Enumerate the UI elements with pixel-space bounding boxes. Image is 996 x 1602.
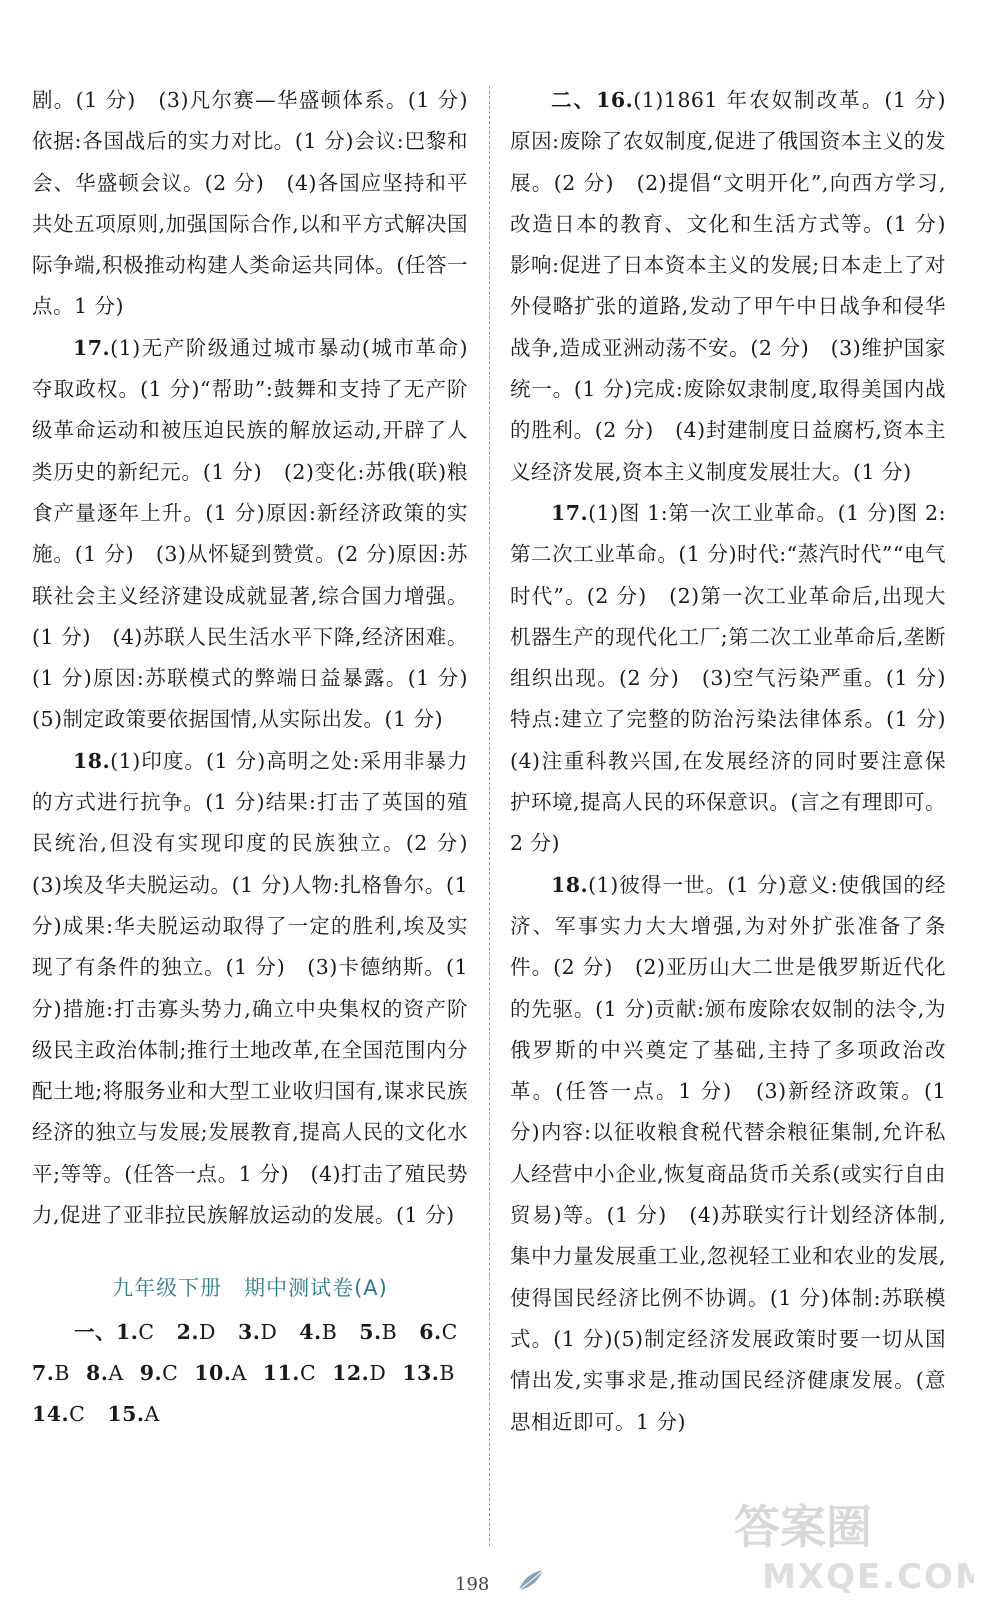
answer-17 [32, 328, 468, 741]
answer-16 [510, 80, 946, 493]
section-prefix: 二、 [551, 88, 597, 112]
mc-item: 5.B [359, 1319, 398, 1344]
answer-18 [32, 741, 489, 1237]
left-column [32, 80, 489, 1436]
watermark-domain: MXQE.COM [762, 1557, 974, 1597]
watermark-text: 答案圈 [734, 1500, 872, 1554]
mc-answers-row-3 [32, 1394, 468, 1435]
mc-item: 15.A [107, 1402, 160, 1427]
question-number: 16. [596, 88, 634, 112]
answer-text: (1)图 1:第一次工业革命。(1 分)图 2:第二次工业革命。(1 分)时代:“蒸汽时代”“电气时代”。(2 分) (2)第一次工业革命后,出现大机器生产的现代化工厂;第二次工业革命后,垄断组织出现。(2 分) (3)空气污染严重。(1 分)特点:建立了完整的防治污染法律体系。(1 分) (4)注重科教兴国,在发展经济的同时要注意保护环境,提高人民的环保意识。(言之有理即可。2 分) [510, 500, 967, 856]
answer-text: (1)1861 年农奴制改革。(1 分)原因:废除了农奴制度,促进了俄国资本主义的发展。(2 分) (2)提倡“文明开化”,向西方学习,改造日本的教育、文化和生活方式等。(1 分)影响:促进了日本资本主义的发展;日本走上了对外侵略扩张的道路,发动了甲午中日战争和侵华战争,造成亚洲动荡不安。(2 分) (3)维护国家统一。(1 分)完成:废除奴隶制度,取得美国内战的胜利。(2 分) (4)封建制度日益腐朽,资本主义经济发展,资本主义制度发展壮大。(1 分) [510, 88, 947, 484]
mc-prefix: 一、 [74, 1319, 116, 1344]
answer-18 [510, 865, 946, 1443]
mc-item: 6.C [419, 1319, 458, 1344]
question-number: 17. [551, 500, 589, 525]
column-divider [489, 86, 490, 1546]
mc-item: 3.D [237, 1319, 278, 1344]
question-number: 18. [73, 748, 111, 773]
answer-text: (1)彼得一世。(1 分)意义:使俄国的经济、军事实力大大增强,为对外扩张准备了条件。(2 分) (2)亚历山大二世是俄罗斯近代化的先驱。(1 分)贡献:颁布废除农奴制的法令,为俄罗斯的中兴奠定了基础,主持了多项政治改革。(任答一点。1 分) (3)新经济政策。(1 分)内容:以征收粮食税代替余粮征集制,允许私人经营中小企业,恢复商品货币关系(或实行自由贸易)等。(1 分) (4)苏联实行计划经济体制,集中力量发展重工业,忽视轻工业和农业的发展,使得国民经济比例不协调。(1 分)体制:苏联模式。(1 分)(5)制定经济发展政策时要一切从国情出发,实事求是,推动国民经济健康发展。(意思相近即可。1 分) [510, 872, 946, 1434]
mc-answers-row-2 [32, 1353, 468, 1394]
mc-item: 4.B [299, 1319, 338, 1344]
mc-item: 14.C [32, 1402, 86, 1427]
leaf-decoration-icon [515, 1568, 545, 1594]
answer-17 [510, 493, 967, 865]
answer-text: (1)印度。(1 分)高明之处:采用非暴力的方式进行抗争。(1 分)结果:打击了英国的殖民统治,但没有实现印度的民族独立。(2 分) (3)埃及华夫脱运动。(1 分)人物:扎格鲁尔。(1 分)成果:华夫脱运动取得了一定的胜利,埃及实现了有条件的独立。(1 分) (3)卡德纳斯。(1 分)措施:打击寡头势力,确立中央集权的资产阶级民主政治体制;推行土地改革,在全国范围内分配土地;将服务业和大型工业收归国有,谋求民族经济的独立与发展;发展教育,提高人民的文化水平;等等。(任答一点。1 分) (4)打击了殖民势力,促进了亚非拉民族解放运动的发展。(1 分) [32, 748, 489, 1228]
right-column [510, 80, 967, 1443]
question-number: 17. [73, 335, 111, 360]
mc-item: 11.C [262, 1360, 317, 1385]
mc-item: 1.C [116, 1319, 155, 1344]
mc-item: 12.D [332, 1360, 387, 1385]
answer-text: (1)无产阶级通过城市暴动(城市革命)夺取政权。(1 分)“帮助”:鼓舞和支持了无产阶级革命运动和被压迫民族的解放运动,开辟了人类历史的新纪元。(1 分) (2)变化:苏俄(联)粮食产量逐年上升。(1 分)原因:新经济政策的实施。(1 分) (3)从怀疑到赞赏。(2 分)原因:苏联社会主义经济建设成就显著,综合国力增强。(1 分) (4)苏联人民生活水平下降,经济困难。(1 分)原因:苏联模式的弊端日益暴露。(1 分)(5)制定政策要依据国情,从实际出发。(1 分) [32, 335, 468, 732]
mc-answers-row-1 [32, 1312, 468, 1353]
mc-item: 2.D [176, 1319, 216, 1344]
section-title: 九年级下册 期中测试卷(A) [112, 1276, 388, 1301]
question-number: 18. [551, 872, 589, 897]
page-number: 198 [455, 1574, 490, 1595]
watermark-icon [724, 1488, 974, 1598]
answer-paragraph-continued: 剧。(1 分) (3)凡尔赛—华盛顿体系。(1 分)依据:各国战后的实力对比。(1 分)会议:巴黎和会、华盛顿会议。(2 分) (4)各国应坚持和平共处五项原则,加强国际合作,以和平方式解决国际争端,积极推动构建人类命运共同体。(任答一点。1 分) [32, 88, 468, 319]
mc-item: 8.A [85, 1360, 124, 1385]
mc-item: 9.C [139, 1360, 179, 1385]
watermark-logo [724, 1488, 974, 1598]
mc-item: 7.B [32, 1360, 70, 1385]
mc-item: 10.A [194, 1360, 247, 1385]
mc-item: 13.B [402, 1360, 455, 1385]
